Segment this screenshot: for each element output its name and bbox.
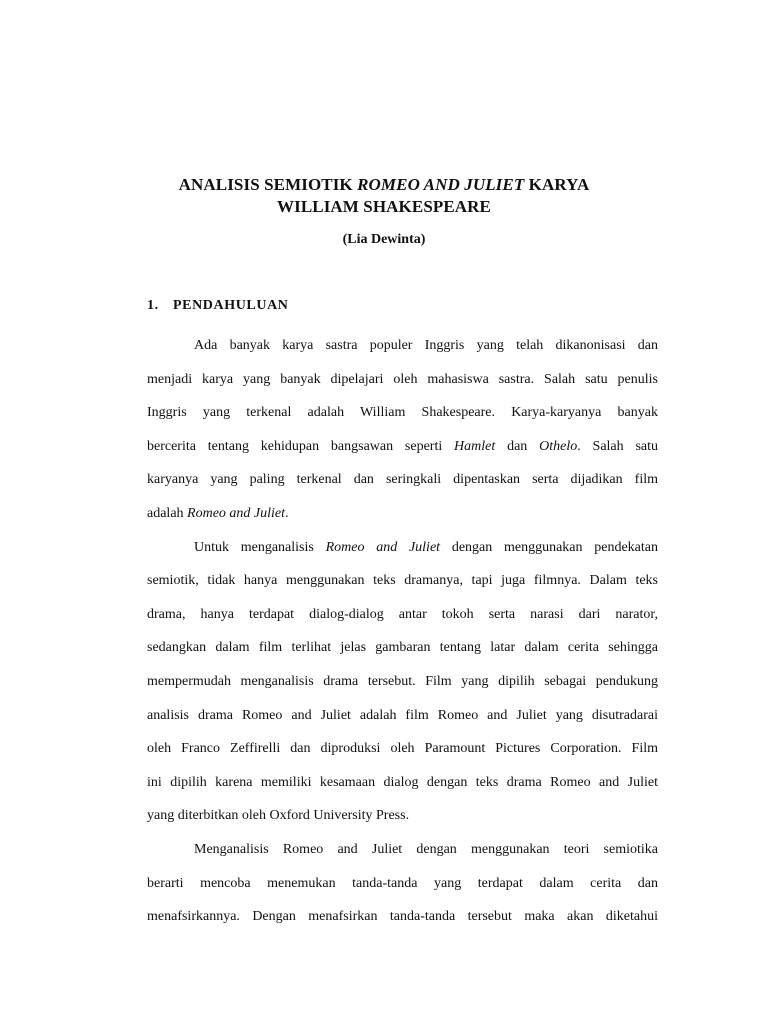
title-line-2: WILLIAM SHAKESPEARE	[277, 197, 491, 216]
document-body	[147, 329, 658, 934]
paragraph-line	[147, 531, 658, 565]
paragraph-line: Inggris yang terkenal adalah William Shakespeare. Karya-karyanya banyak	[147, 405, 658, 421]
paragraph-line: ini dipilih karena memiliki kesamaan dialog dengan teks drama Romeo and Juliet	[147, 774, 658, 790]
paragraph-line: semiotik, tidak hanya menggunakan teks dramanya, tapi juga filmnya. Dalam teks	[147, 573, 658, 589]
text-run: adalah	[147, 505, 188, 521]
title-italic-work: ROMEO AND JULIET	[357, 175, 525, 194]
title-suffix: KARYA	[524, 175, 590, 194]
section-heading	[147, 297, 289, 315]
italic-title-othelo: Othelo	[539, 438, 578, 454]
italic-title-hamlet: Hamlet	[454, 438, 496, 454]
document-title	[0, 174, 768, 218]
paragraph-line: menafsirkannya. Dengan menafsirkan tanda-tanda tersebut maka akan diketahui	[147, 909, 658, 925]
text-run: . Salah satu	[577, 438, 658, 454]
paragraph-line: karyanya yang paling terkenal dan seringkali dipentaskan serta dijadikan film	[147, 472, 658, 488]
paragraph-line	[147, 497, 658, 531]
italic-title-romeo-juliet: Romeo and Juliet	[325, 539, 441, 555]
paragraph-line: mempermudah menganalisis drama tersebut. Film yang dipilih sebagai pendukung	[147, 673, 658, 689]
section-number: 1.	[147, 298, 159, 313]
title-prefix: ANALISIS SEMIOTIK	[178, 175, 358, 194]
title-line-1	[0, 174, 768, 196]
italic-title-romeo-juliet: Romeo and Juliet	[187, 505, 286, 521]
paragraph-line: analisis drama Romeo and Juliet adalah film Romeo and Juliet yang disutradarai	[147, 707, 658, 723]
text-run: .	[285, 505, 289, 521]
paragraph-line: sedangkan dalam film terlihat jelas gambaran tentang latar dalam cerita sehingga	[147, 640, 658, 656]
paragraph-line	[147, 430, 658, 464]
paragraph-line: berarti mencoba menemukan tanda-tanda yang terdapat dalam cerita dan	[147, 875, 658, 891]
paragraph-line: Ada banyak karya sastra populer Inggris yang telah dikanonisasi dan	[194, 338, 658, 353]
paragraph-line: menjadi karya yang banyak dipelajari oleh mahasiswa sastra. Salah satu penulis	[147, 371, 658, 387]
text-run: Untuk menganalisis	[194, 539, 326, 555]
section-title: PENDAHULUAN	[173, 298, 289, 313]
author-name: (Lia Dewinta)	[342, 232, 426, 247]
paragraph-line: oleh Franco Zeffirelli dan diproduksi oleh Paramount Pictures Corporation. Film	[147, 741, 658, 757]
text-run: dan	[495, 438, 540, 454]
paragraph-line: drama, hanya terdapat dialog-dialog antar tokoh serta narasi dari narator,	[147, 606, 658, 622]
paragraph-line: yang diterbitkan oleh Oxford University Press.	[147, 808, 410, 824]
text-run: dengan menggunakan pendekatan	[451, 539, 658, 555]
paragraph-line: Menganalisis Romeo and Juliet dengan menggunakan teori semiotika	[194, 841, 658, 857]
text-run: bercerita tentang kehidupan bangsawan seperti	[147, 438, 455, 454]
